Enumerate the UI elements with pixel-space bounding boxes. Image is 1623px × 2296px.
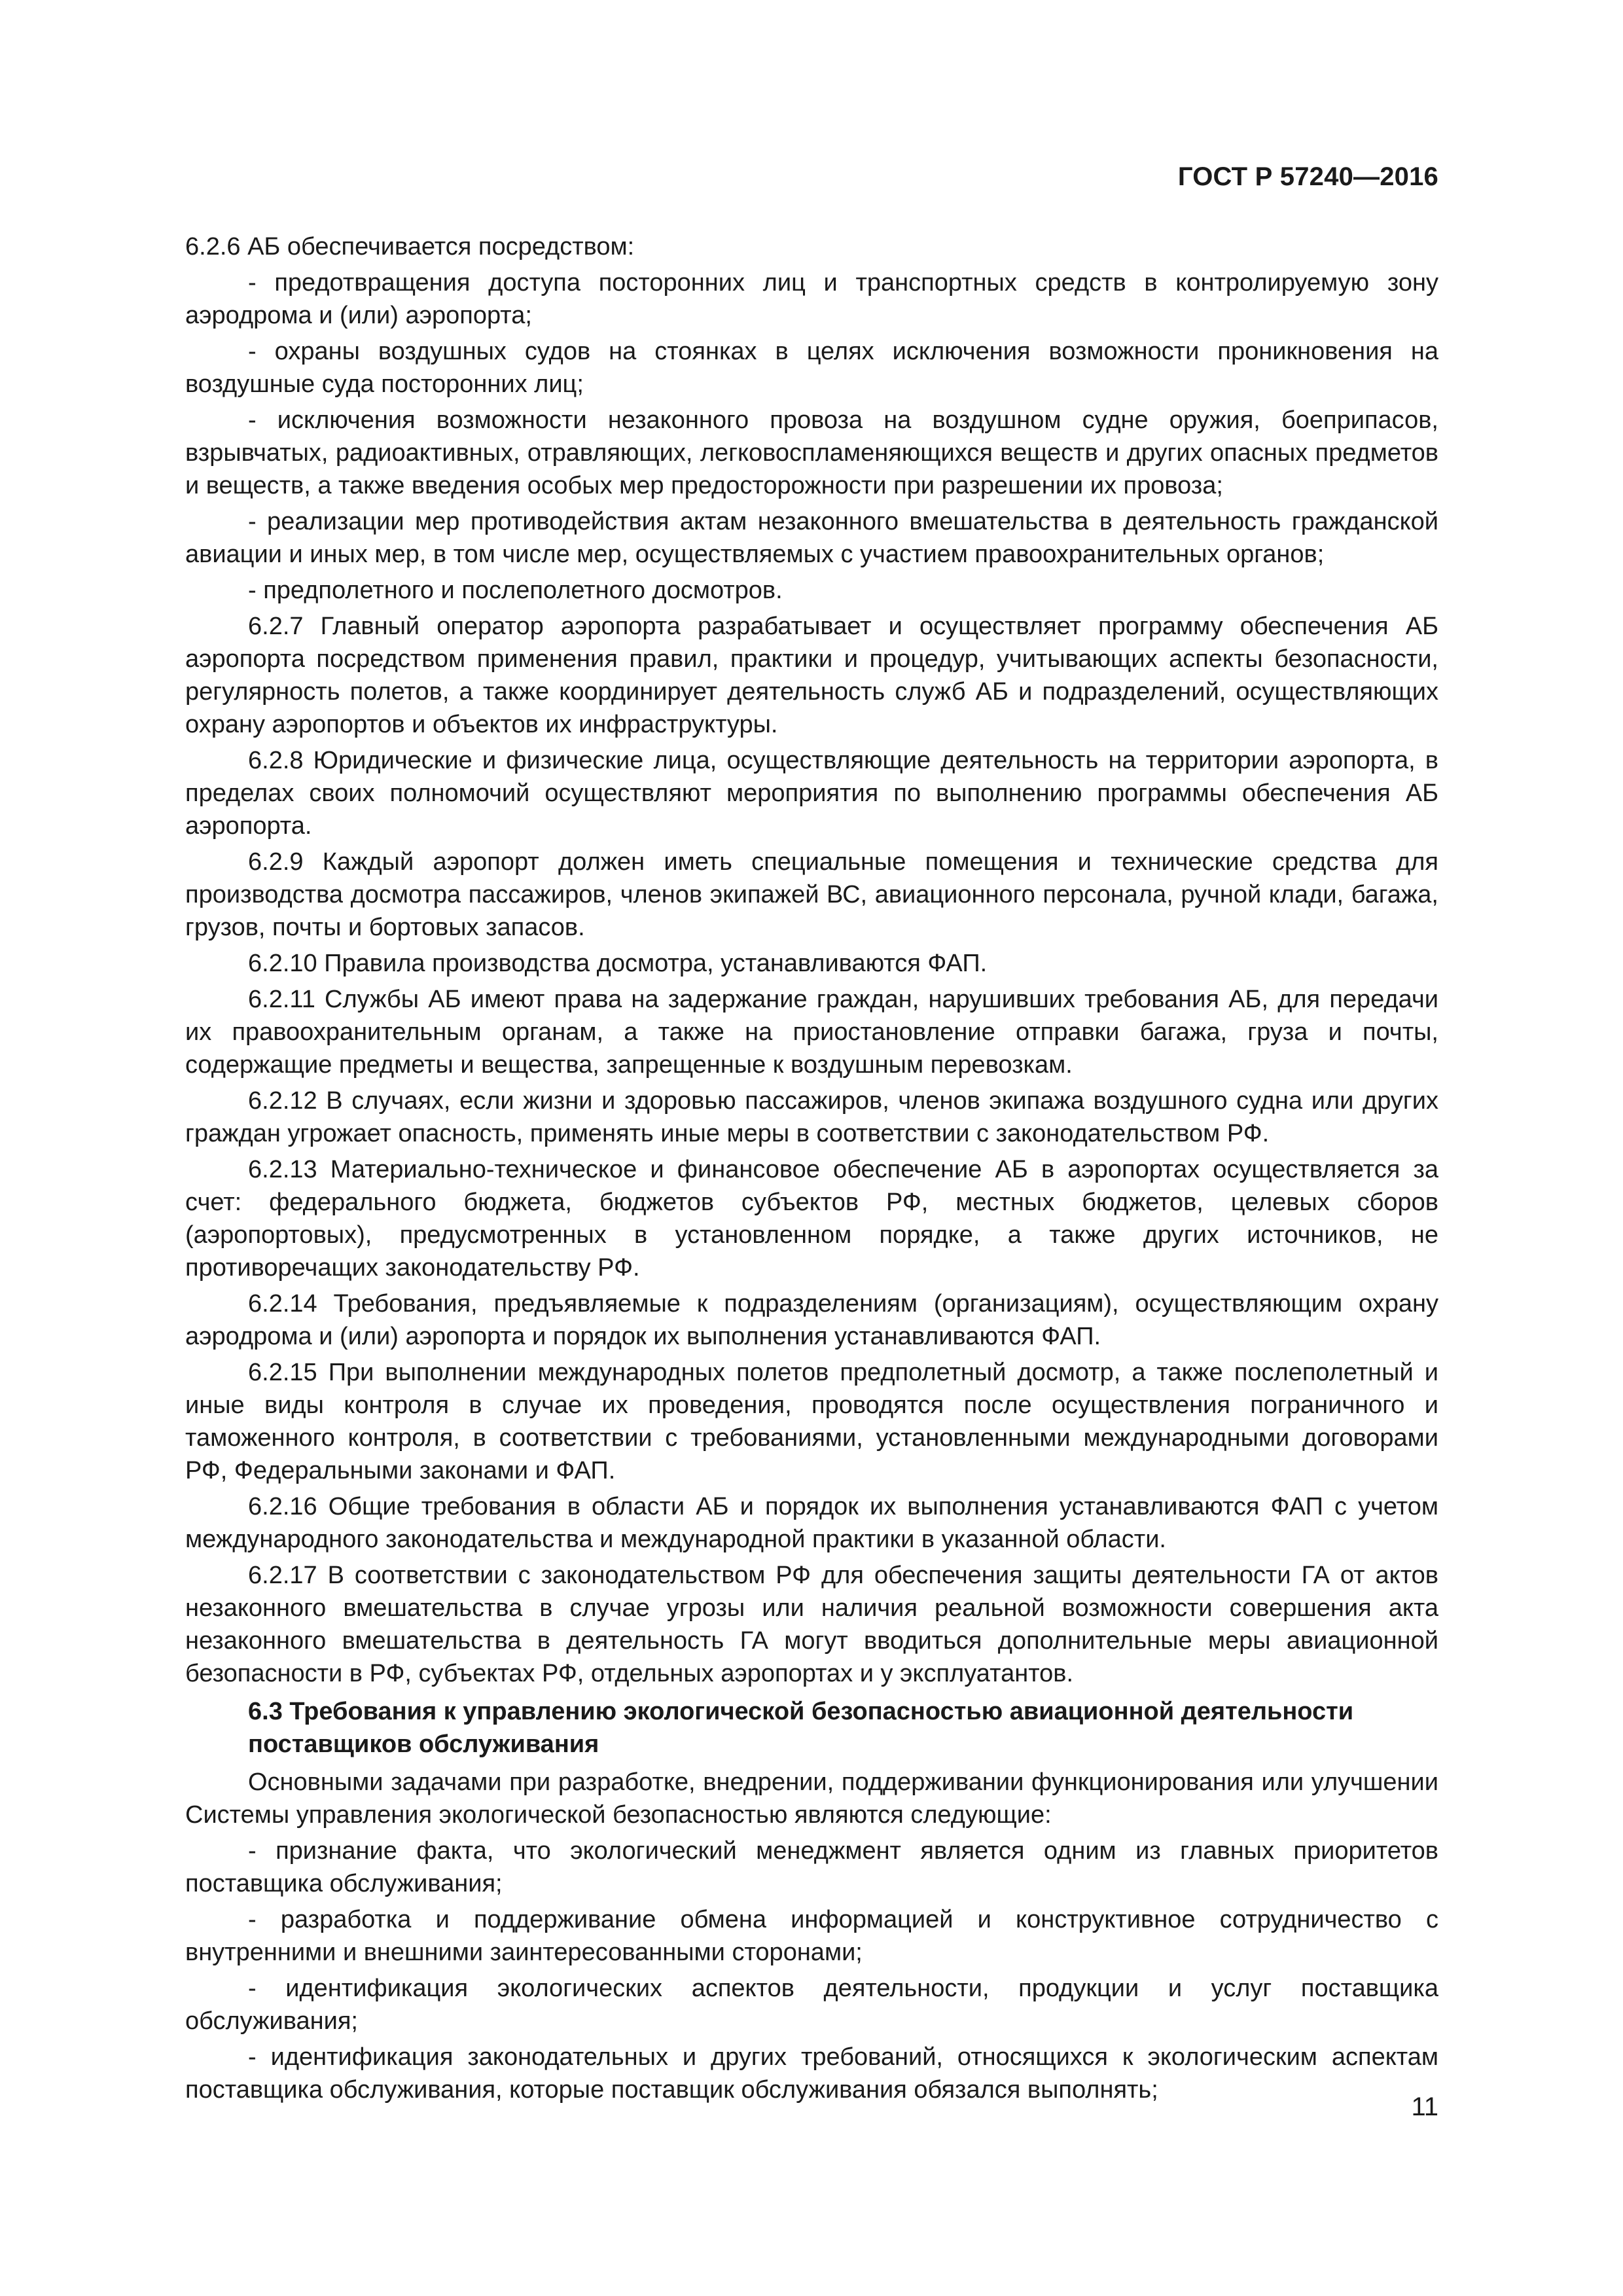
list-item: - разработка и поддерживание обмена информацией и конструктивное сотрудничество с внутренними и внешними заинтересованными сторонами;: [185, 1906, 1438, 1966]
paragraph: 6.2.14 Требования, предъявляемые к подразделениям (организациям), осуществляющим охрану аэродрома и (или) аэропорта и порядок их выполнения устанавливаются ФАП.: [185, 1290, 1438, 1350]
paragraph: 6.2.10 Правила производства досмотра, устанавливаются ФАП.: [248, 950, 988, 977]
paragraph: 6.2.7 Главный оператор аэропорта разрабатывает и осуществляет программу обеспечения АБ аэропорта посредством применения правил, практики и процедур, учитывающих аспекты безопасности, регулярность полетов, а также координирует деятельность служб АБ и подразделений, осуществляющих охрану аэропортов и объектов их инфраструктуры.: [185, 613, 1438, 738]
paragraph: 6.2.11 Службы АБ имеют права на задержание граждан, нарушивших требования АБ, для передачи их правоохранительным органам, а также на приостановление отправки багажа, груза и почты, содержащие предметы и вещества, запрещенные к воздушным перевозкам.: [185, 986, 1438, 1079]
paragraph: 6.2.16 Общие требования в области АБ и порядок их выполнения устанавливаются ФАП с учетом международного законодательства и международной практики в указанной области.: [185, 1493, 1438, 1553]
section-heading: 6.3 Требования к управлению экологической безопасностью авиационной деятельности поставщиков обслуживания: [248, 1698, 1354, 1758]
paragraph: 6.2.8 Юридические и физические лица, осуществляющие деятельность на территории аэропорта, в пределах своих полномочий осуществляют мероприятия по выполнению программы обеспечения АБ аэропорта.: [185, 747, 1438, 840]
list-item: - предполетного и послеполетного досмотров.: [248, 577, 783, 604]
paragraph: 6.2.12 В случаях, если жизни и здоровью пассажиров, членов экипажа воздушного судна или других граждан угрожает опасность, применять иные меры в соответствии с законодательством РФ.: [185, 1087, 1438, 1147]
paragraph: 6.2.13 Материально-техническое и финансовое обеспечение АБ в аэропортах осуществляется за счет: федерального бюджета, бюджетов субъектов РФ, местных бюджетов, целевых сборов (аэропортовых), предусмотренных в установленном порядке, а также других источников, не противоречащих законодательству РФ.: [185, 1156, 1438, 1282]
list-item: - предотвращения доступа посторонних лиц и транспортных средств в контролируемую зону аэродрома и (или) аэропорта;: [185, 269, 1438, 329]
page-number: 11: [1411, 2092, 1438, 2121]
paragraph: 6.2.15 При выполнении международных полетов предполетный досмотр, а также послеполетный и иные виды контроля в случае их проведения, проводятся после осуществления пограничного и таможенного контроля, в соответствии с требованиями, установленными международными договорами РФ, Федеральными законами и ФАП.: [185, 1359, 1438, 1484]
list-item: - идентификация законодательных и других требований, относящихся к экологическим аспектам поставщика обслуживания, которые поставщик обслуживания обязался выполнять;: [185, 2043, 1438, 2104]
list-item: - признание факта, что экологический менеджмент является одним из главных приоритетов поставщика обслуживания;: [185, 1837, 1438, 1897]
list-item: - охраны воздушных судов на стоянках в целях исключения возможности проникновения на воздушные суда посторонних лиц;: [185, 338, 1438, 398]
document-body: [185, 230, 1438, 2109]
paragraph: 6.2.6 АБ обеспечивается посредством:: [185, 233, 635, 260]
document-code-header: ГОСТ Р 57240—2016: [1177, 162, 1438, 191]
list-item: - реализации мер противодействия актам незаконного вмешательства в деятельность гражданской авиации и иных мер, в том числе мер, осуществляемых с участием правоохранительных органов;: [185, 508, 1438, 568]
list-item: - исключения возможности незаконного провоза на воздушном судне оружия, боеприпасов, взрывчатых, радиоактивных, отравляющих, легковоспламеняющихся веществ и других опасных предметов и веществ, а также введения особых мер предосторожности при разрешении их провоза;: [185, 406, 1438, 499]
paragraph: 6.2.9 Каждый аэропорт должен иметь специальные помещения и технические средства для производства досмотра пассажиров, членов экипажей ВС, авиационного персонала, ручной клади, багажа, грузов, почты и бортовых запасов.: [185, 848, 1438, 941]
paragraph: Основными задачами при разработке, внедрении, поддерживании функционирования или улучшении Системы управления экологической безопасностью являются следующие:: [185, 1768, 1438, 1829]
list-item: - идентификация экологических аспектов деятельности, продукции и услуг поставщика обслуживания;: [185, 1975, 1438, 2035]
paragraph: 6.2.17 В соответствии с законодательством РФ для обеспечения защиты деятельности ГА от актов незаконного вмешательства в случае угрозы или наличия реальной возможности совершения акта незаконного вмешательства в деятельность ГА могут вводиться дополнительные меры авиационной безопасности в РФ, субъектах РФ, отдельных аэропортах и у эксплуатантов.: [185, 1562, 1438, 1687]
